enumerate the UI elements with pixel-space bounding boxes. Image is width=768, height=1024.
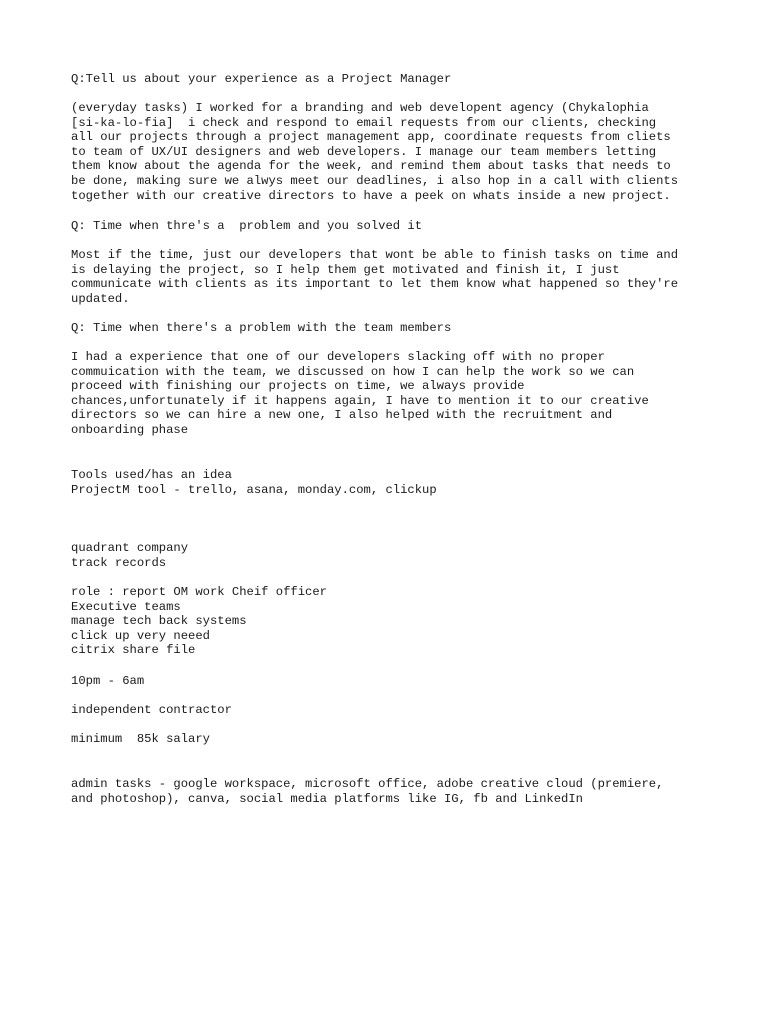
answer-line: commuication with the team, we discussed on how I can help the work so we can [71, 364, 635, 379]
role-line: Executive teams [71, 599, 181, 614]
company-line: track records [71, 555, 167, 570]
salary-line: minimum 85k salary [71, 732, 210, 746]
company-line: quadrant company [71, 541, 189, 555]
answer-line: chances,unfortunately if it happens again, I have to mention it to our creative [71, 393, 649, 408]
answer-line: (everyday tasks) I worked for a branding and web developent agency (Chykalophia [71, 101, 649, 115]
answer-line: updated. [71, 291, 130, 306]
answer-line: directors so we can hire a new one, I also helped with the recruitment and [71, 408, 613, 423]
answer-line: communicate with clients as its important to let them know what happened so they're [71, 277, 679, 292]
role-line: role : report OM work Cheif officer [71, 585, 327, 599]
answer-line: proceed with finishing our projects on time, we always provide [71, 379, 525, 394]
answer-line: Most if the time, just our developers that wont be able to finish tasks on time and [71, 248, 679, 262]
answer-line: together with our creative directors to have a peek on whats inside a new project. [71, 188, 671, 203]
answer-line: is delaying the project, so I help them get motivated and finish it, I just [71, 262, 620, 277]
tools-heading: Tools used/has an idea [71, 468, 232, 482]
answer-line: all our projects through a project management app, coordinate requests from cliets [71, 130, 671, 145]
admin-line: and photoshop), canva, social media platforms like IG, fb and LinkedIn [71, 791, 583, 806]
question-heading: Q:Tell us about your experience as a Project Manager [71, 72, 452, 86]
answer-line: [si-ka-lo-fia] i check and respond to email requests from our clients, checking [71, 115, 657, 130]
role-line: manage tech back systems [71, 614, 247, 629]
employment-line: independent contractor [71, 703, 232, 717]
admin-line: admin tasks - google workspace, microsoft office, adobe creative cloud (premiere, [71, 777, 664, 791]
role-line: citrix share file [71, 643, 196, 658]
answer-line: to team of UX/UI designers and web developers. I manage our team members letting [71, 144, 657, 159]
answer-line: I had a experience that one of our developers slacking off with no proper [71, 350, 605, 364]
answer-line: onboarding phase [71, 423, 189, 437]
answer-line: them know about the agenda for the week, and remind them about tasks that needs to [71, 159, 671, 174]
question-heading: Q: Time when thre's a problem and you solved it [71, 219, 423, 233]
role-line: click up very neeed [71, 628, 210, 643]
schedule-line: 10pm - 6am [71, 674, 145, 688]
tools-line: ProjectM tool - trello, asana, monday.com, clickup [71, 482, 437, 497]
question-heading: Q: Time when there's a problem with the team members [71, 321, 452, 335]
answer-line: be done, making sure we alwys meet our deadlines, i also hop in a call with clients [71, 174, 679, 188]
